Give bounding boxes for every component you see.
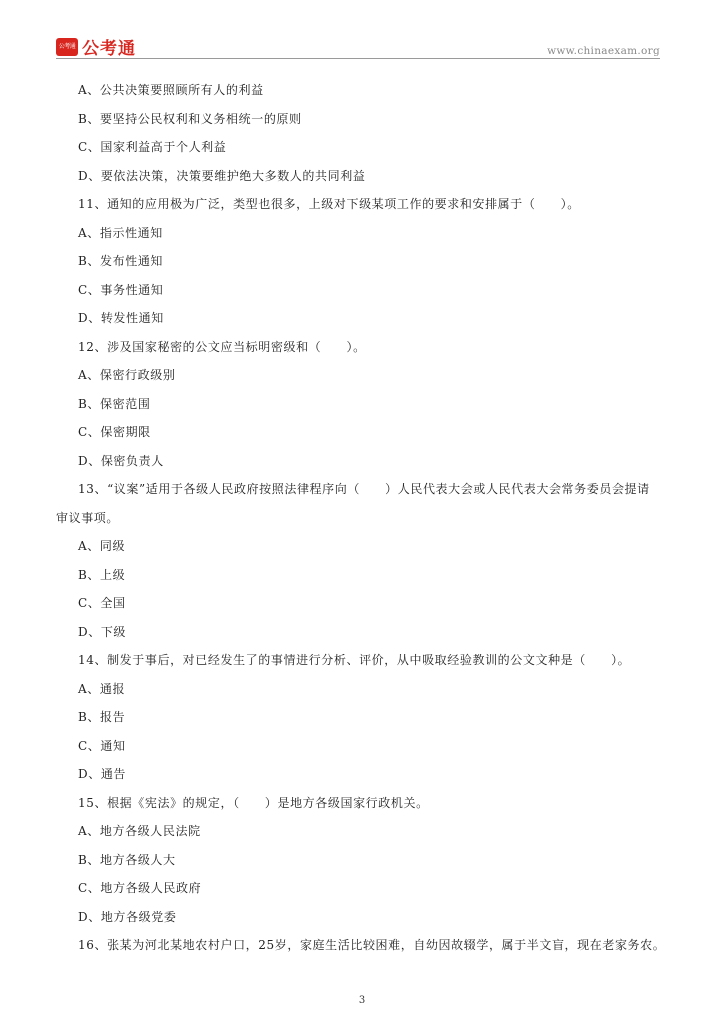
answer-option: D、转发性通知: [78, 311, 164, 325]
answer-option: B、上级: [78, 567, 126, 582]
answer-option: D、通告: [78, 767, 127, 781]
question-text-continuation: 审议事项。: [56, 510, 120, 525]
answer-option: A、公共决策要照顾所有人的利益: [78, 83, 264, 97]
answer-option: B、要坚持公民权利和义务相统一的原则: [78, 111, 302, 126]
answer-option: A、地方各级人民法院: [78, 824, 201, 838]
question-text: 15、根据《宪法》的规定，（ ）是地方各级国家行政机关。: [78, 795, 429, 810]
answer-option: A、指示性通知: [78, 225, 163, 240]
answer-option: D、保密负责人: [78, 453, 164, 468]
logo-badge-icon: 公考通: [56, 38, 78, 56]
answer-option: A、通报: [78, 681, 126, 696]
answer-option: C、保密期限: [78, 425, 151, 439]
answer-option: B、报告: [78, 710, 126, 724]
question-text: 11、通知的应用极为广泛，类型也很多，上级对下级某项工作的要求和安排属于（ ）。: [78, 197, 580, 211]
answer-option: C、全国: [78, 596, 126, 610]
header-divider: [56, 58, 660, 59]
answer-option: D、地方各级党委: [78, 909, 177, 924]
document-body: [56, 76, 669, 960]
answer-option: D、要依法决策，决策要维护绝大多数人的共同利益: [78, 168, 366, 183]
question-text: 12、涉及国家秘密的公文应当标明密级和（ ）。: [78, 339, 366, 354]
question-text: 13、“议案”适用于各级人民政府按照法律程序向（ ）人民代表大会或人民代表大会常务委员会提请: [78, 482, 650, 496]
answer-option: B、保密范围: [78, 396, 151, 411]
answer-option: A、同级: [78, 539, 126, 553]
answer-option: C、事务性通知: [78, 282, 164, 297]
answer-option: B、发布性通知: [78, 254, 164, 268]
answer-option: D、下级: [78, 624, 127, 639]
page-header: [56, 30, 660, 58]
question-text: 14、制发于事后，对已经发生了的事情进行分析、评价，从中吸取经验教训的公文文种是（ ）。: [78, 653, 631, 667]
logo: [56, 34, 136, 59]
answer-option: A、保密行政级别: [78, 368, 176, 382]
answer-option: B、地方各级人大: [78, 852, 176, 867]
page-number: 3: [358, 995, 366, 1006]
logo-text: 公考通: [82, 39, 136, 59]
site-url: www.chinaexam.org: [547, 45, 660, 57]
answer-option: C、地方各级人民政府: [78, 881, 202, 895]
answer-option: C、国家利益高于个人利益: [78, 140, 227, 154]
answer-option: C、通知: [78, 738, 126, 753]
question-text: 16、张某为河北某地农村户口，25岁，家庭生活比较困难，自幼因故辍学，属于半文盲，现在老家务农。: [78, 938, 666, 952]
